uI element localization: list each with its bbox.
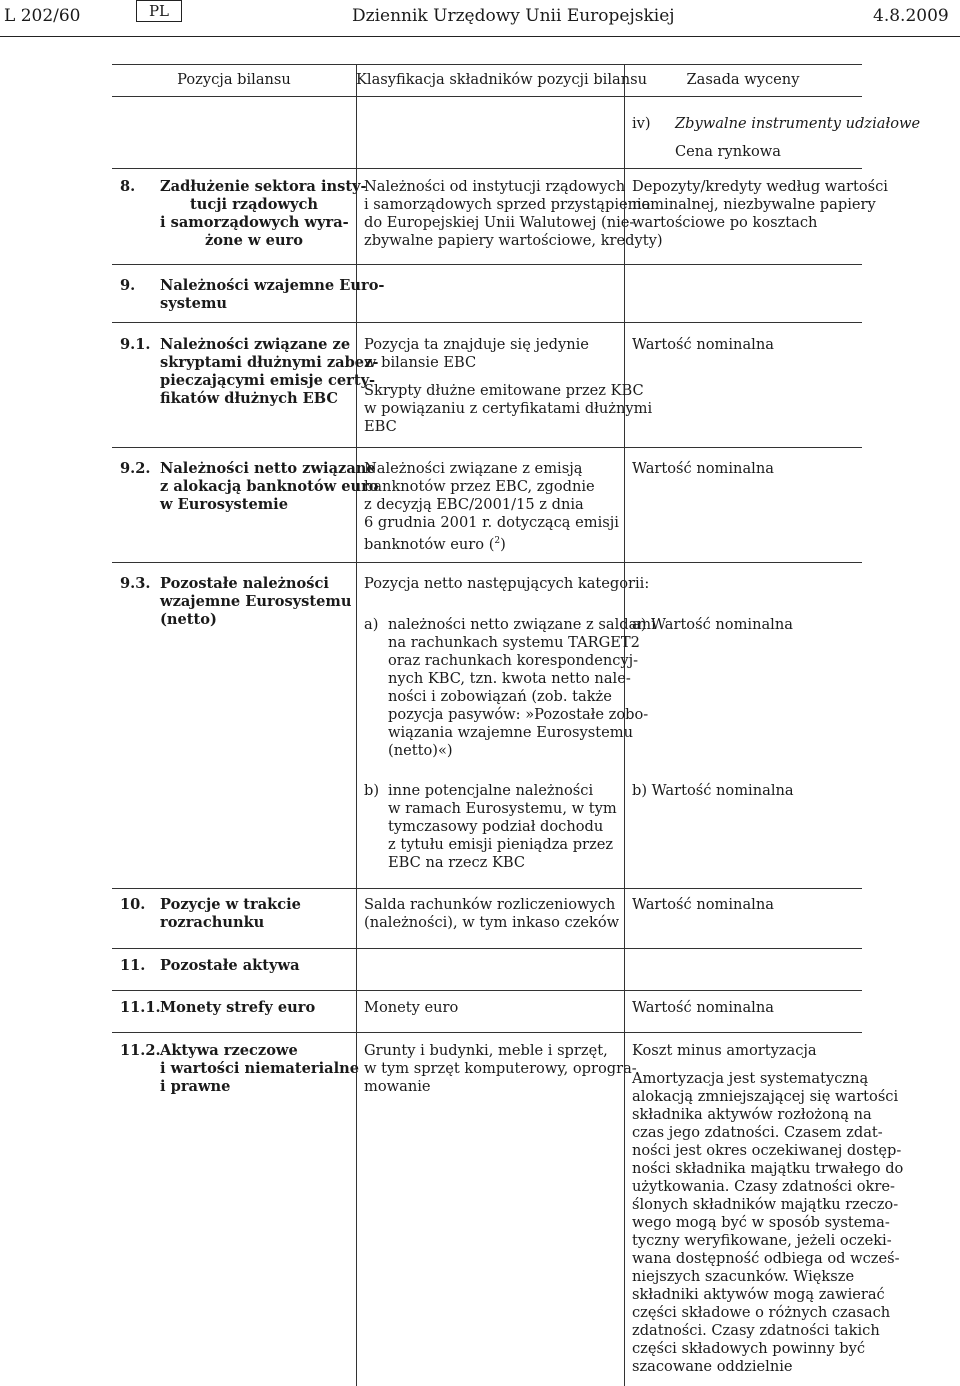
text-line: Pozostałe należności xyxy=(160,575,329,592)
text-line: nych KBC, tzn. kwota netto nale- xyxy=(388,670,631,687)
row-9-3-a-label: a) xyxy=(364,616,379,633)
text-line: na rachunkach systemu TARGET2 xyxy=(388,634,640,651)
column-header-classification: Klasyfikacja składników pozycji bilansu xyxy=(356,71,647,88)
row-11-number: 11. xyxy=(120,957,146,974)
row-11-2-valuation-text xyxy=(632,1070,903,1376)
row-rule xyxy=(112,1032,862,1033)
text-line: części składowych powinny być xyxy=(632,1340,866,1357)
publication-date: 4.8.2009 xyxy=(873,6,949,26)
row-rule xyxy=(112,948,862,949)
text-line: Grunty i budynki, meble i sprzęt, xyxy=(364,1042,608,1059)
row-9-2-description xyxy=(364,460,619,554)
row-11-2-description xyxy=(364,1042,637,1096)
text-line: zdatności. Czasy zdatności takich xyxy=(632,1322,880,1339)
balance-table xyxy=(112,64,921,1386)
row-10-description xyxy=(364,896,619,932)
text-line: użytkowania. Czasy zdatności okre- xyxy=(632,1178,895,1195)
row-9-3-b-text xyxy=(388,782,617,872)
text-line: nominalnej, niezbywalne papiery xyxy=(632,196,876,213)
row-8-title xyxy=(160,178,367,250)
row-9-number: 9. xyxy=(120,277,136,294)
row-rule xyxy=(112,888,862,889)
text-line: Należności związane z emisją xyxy=(364,460,583,477)
text-line: i samorządowych wyra- xyxy=(160,214,349,231)
row-10-title xyxy=(160,896,301,932)
text-line: w powiązaniu z certyfikatami dłużnymi xyxy=(364,400,653,417)
text-line: Depozyty/kredyty według wartości xyxy=(632,178,888,195)
text-line: tucji rządowych xyxy=(189,196,319,213)
text-line: wzajemne Eurosystemu xyxy=(160,593,352,610)
row-9-2-valuation: Wartość nominalna xyxy=(632,460,774,477)
row-9-3-b-valuation: b) Wartość nominalna xyxy=(632,782,794,799)
text-line: (netto)«) xyxy=(388,742,453,759)
row-9-3-a-valuation: a) Wartość nominalna xyxy=(632,616,793,633)
table-top-rule xyxy=(112,64,862,65)
text-line: Pozycja ta znajduje się jedynie xyxy=(364,336,589,353)
row-11-1-number: 11.1. xyxy=(120,999,161,1016)
text-line: wiązania wzajemne Eurosystemu xyxy=(388,724,633,741)
text-line: żone w euro xyxy=(205,232,303,249)
column-divider-1 xyxy=(356,64,357,1386)
text-line: EBC xyxy=(364,418,397,435)
text-line: Należności wzajemne Euro- xyxy=(160,277,385,294)
footnote-marker: 2 xyxy=(494,536,501,546)
text-line: ności i zobowiązań (zob. także xyxy=(388,688,612,705)
text-line: zbywalne papiery wartościowe, kredyty) xyxy=(364,232,663,249)
row-rule xyxy=(112,562,862,563)
text-line: czas jego zdatności. Czasem zdat- xyxy=(632,1124,883,1141)
text-line: systemu xyxy=(160,295,227,312)
item-iv-text: Zbywalne instrumenty udziałowe xyxy=(675,115,921,132)
item-iv-number: iv) xyxy=(632,115,651,132)
text-fragment: ) xyxy=(500,535,506,553)
page-ref: L 202/60 xyxy=(4,6,81,26)
row-rule xyxy=(112,990,862,991)
text-line: Salda rachunków rozliczeniowych xyxy=(364,896,616,913)
journal-title: Dziennik Urzędowy Unii Europejskiej xyxy=(352,6,675,26)
row-9-title xyxy=(160,277,385,313)
text-line: w tym sprzęt komputerowy, oprogra- xyxy=(364,1060,637,1077)
text-line: Pozycje w trakcie xyxy=(160,896,301,913)
text-line: (należności), w tym inkaso czeków xyxy=(364,914,620,931)
row-9-1-number: 9.1. xyxy=(120,336,151,353)
row-11-1-valuation: Wartość nominalna xyxy=(632,999,774,1016)
text-line: (netto) xyxy=(160,611,217,628)
text-line: z alokacją banknotów euro xyxy=(160,478,379,495)
text-line: ności jest okres oczekiwanej dostęp- xyxy=(632,1142,902,1159)
row-9-1-valuation: Wartość nominalna xyxy=(632,336,774,353)
text-line: należności netto związane z saldami xyxy=(388,616,656,633)
item-iv-valuation: Cena rynkowa xyxy=(675,143,781,160)
text-line xyxy=(364,532,619,554)
row-10-valuation: Wartość nominalna xyxy=(632,896,774,913)
text-line: Amortyzacja jest systematyczną xyxy=(632,1070,869,1087)
text-line: Należności związane ze xyxy=(160,336,351,353)
row-9-3-b-label: b) xyxy=(364,782,380,799)
text-line: z decyzją EBC/2001/15 z dnia xyxy=(364,496,584,513)
text-line: wartościowe po kosztach xyxy=(632,214,818,231)
row-9-3-title xyxy=(160,575,351,629)
text-line: ności składnika majątku trwałego do xyxy=(632,1160,904,1177)
text-line: Skrypty dłużne emitowane przez KBC xyxy=(364,382,644,399)
text-line: Należności netto związane xyxy=(160,460,376,477)
row-rule xyxy=(112,264,862,265)
row-9-1-description xyxy=(364,336,652,436)
text-line: tyczny weryfikowane, jeżeli oczeki- xyxy=(632,1232,892,1249)
row-9-2-title xyxy=(160,460,379,514)
row-rule xyxy=(112,322,862,323)
text-line: alokacją zmniejszającej się wartości xyxy=(632,1088,899,1105)
text-line: z tytułu emisji pieniądza przez xyxy=(388,836,614,853)
row-9-3-a-text xyxy=(388,616,656,760)
language-code: PL xyxy=(136,0,182,22)
row-rule xyxy=(112,447,862,448)
text-line: i wartości niematerialne xyxy=(160,1060,360,1077)
row-11-1-description: Monety euro xyxy=(364,999,459,1016)
row-11-1-title: Monety strefy euro xyxy=(160,999,316,1016)
text-line: do Europejskiej Unii Walutowej (nie- xyxy=(364,214,635,231)
text-line: składnika aktywów rozłożoną na xyxy=(632,1106,872,1123)
row-rule xyxy=(112,168,862,169)
text-line: i samorządowych sprzed przystąpienia xyxy=(364,196,651,213)
row-10-number: 10. xyxy=(120,896,146,913)
text-fragment: banknotów euro ( xyxy=(364,535,495,553)
row-11-2-valuation-heading: Koszt minus amortyzacja xyxy=(632,1042,817,1059)
text-line: 6 grudnia 2001 r. dotyczącą emisji xyxy=(364,514,619,531)
text-line: i prawne xyxy=(160,1078,231,1095)
row-8-valuation xyxy=(632,178,888,232)
text-line: fikatów dłużnych EBC xyxy=(160,390,339,407)
text-line: EBC na rzecz KBC xyxy=(388,854,526,871)
text-line: pieczającymi emisje certy- xyxy=(160,372,376,389)
text-line: rozrachunku xyxy=(160,914,265,931)
row-8-number: 8. xyxy=(120,178,136,195)
row-9-2-number: 9.2. xyxy=(120,460,151,477)
text-line: w ramach Eurosystemu, w tym xyxy=(388,800,617,817)
text-line: w bilansie EBC xyxy=(364,354,477,371)
text-line: inne potencjalne należności xyxy=(388,782,594,799)
spacer xyxy=(364,372,652,382)
column-header-valuation: Zasada wyceny xyxy=(686,71,800,88)
text-line: banknotów przez EBC, zgodnie xyxy=(364,478,595,495)
text-line: Zadłużenie sektora insty- xyxy=(160,178,367,195)
row-9-3-intro: Pozycja netto następujących kategorii: xyxy=(364,575,650,592)
text-line: szacowane oddzielnie xyxy=(632,1358,793,1375)
text-line: Należności od instytucji rządowych xyxy=(364,178,626,195)
text-line: części składowe o różnych czasach xyxy=(632,1304,891,1321)
text-line: skryptami dłużnymi zabez- xyxy=(160,354,379,371)
row-11-title: Pozostałe aktywa xyxy=(160,957,300,974)
text-line: wana dostępność odbiega od wcześ- xyxy=(632,1250,900,1267)
row-11-2-title xyxy=(160,1042,359,1096)
text-line: pozycja pasywów: »Pozostałe zobo- xyxy=(388,706,649,723)
row-11-2-number: 11.2. xyxy=(120,1042,161,1059)
text-line: tymczasowy podział dochodu xyxy=(388,818,604,835)
row-9-1-title xyxy=(160,336,378,408)
row-8-description xyxy=(364,178,663,250)
text-line: ślonych składników majątku rzeczo- xyxy=(632,1196,899,1213)
table-head-rule xyxy=(112,96,862,97)
text-line: mowanie xyxy=(364,1078,431,1095)
text-line: wego mogą być w sposób systema- xyxy=(632,1214,890,1231)
text-line: oraz rachunkach korespondencyj- xyxy=(388,652,639,669)
page-header xyxy=(0,0,960,37)
text-line: w Eurosystemie xyxy=(160,496,289,513)
text-line: niejszych szacunków. Większe xyxy=(632,1268,855,1285)
column-header-position: Pozycja bilansu xyxy=(177,71,291,88)
text-line: składniki aktywów mogą zawierać xyxy=(632,1286,885,1303)
row-9-3-number: 9.3. xyxy=(120,575,151,592)
text-line: Aktywa rzeczowe xyxy=(160,1042,298,1059)
